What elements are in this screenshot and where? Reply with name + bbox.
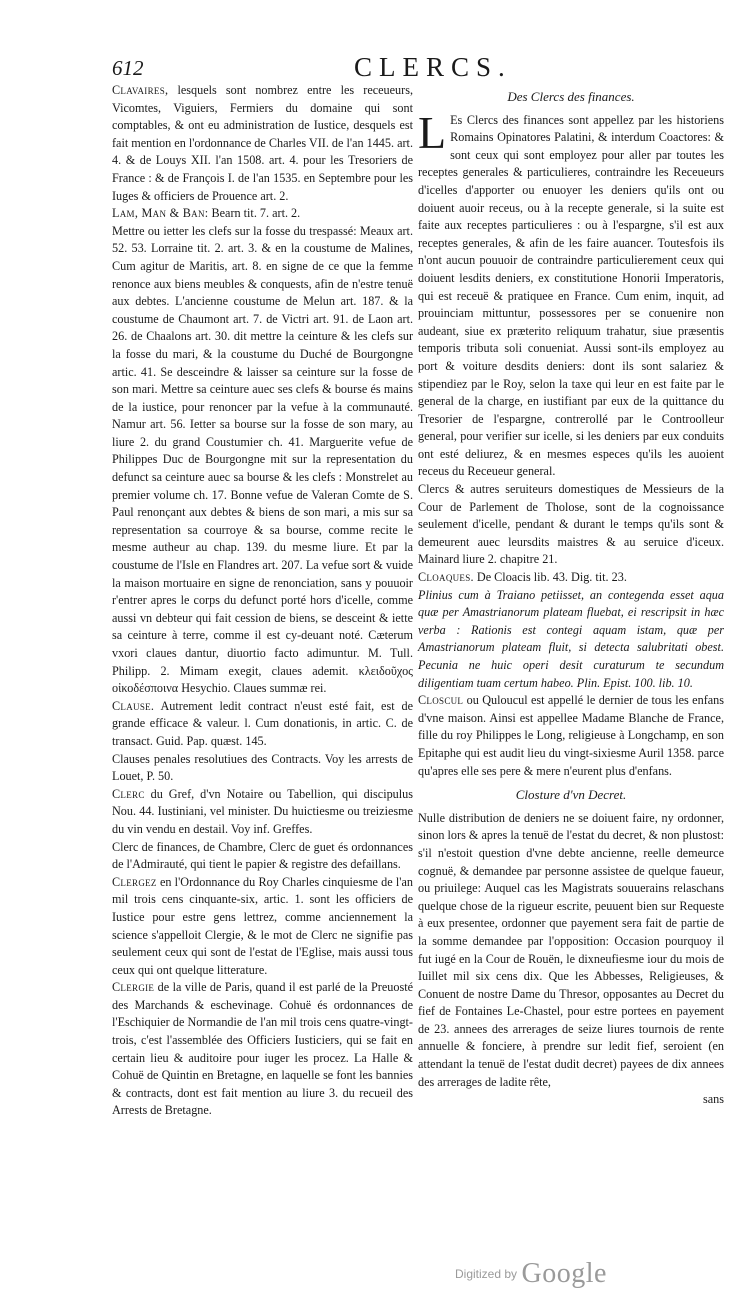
google-logo: Google [521,1258,607,1289]
digitized-by-label: Digitized by [455,1267,518,1281]
page-number: 612 [112,56,144,80]
entry-clergez: Clergez en l'Ordonnance du Roy Charles cinquiesme de l'an mil trois cens cinquante-six, artic. 1. sont les officiers de Iustice pour estre gens lettrez, comme anciennement la science s'appelloit Clergie, & le mot de Clerc ne signifie pas seulement ceux qui sont de l'estat de l'Eglise, mais aussi tous ceux qui ont quelque litterature. [112,874,413,977]
entry-clefs: Mettre ou ietter les clefs sur la fosse du trespassé: Meaux art. 52. 53. Lorraine tit. 2. art. 3. & en la coustume de Malines, Cum agitur de Maritis, art. 8. en signe de ce que la femme renonce aux biens meubles & conquests, afin de n'estre tenuë aux debtes. L'ancienne coustume de Melun art. 187. & la coustume de Chaumont art. 7. de Victri art. 91. de Laon art. 26. de Chaalons art. 30. dit mettre la ceinture & les clefs sur la fosse du mari, & la coustume du Duché de Bourgongne artic. 41. Se desceindre & laisser sa ceinture sur la fosse de son mari. Mettre sa ceinture auec ses clefs & bourse és mains de la iustice, pour renoncer par la vefue à la communauté. Namur art. 56. Ietter sa bourse sur la fosse de son mary, au liure 2. du grand Coustumier ch. 41. Marguerite vefue de Philippes Duc de Bourgongne mit sur la representation du defunct sa ceinture auec sa bourse & les clefs : Monstrelet au premier volume ch. 17. Bonne vefue de Valeran Comte de S. Paul renonçant aux debtes & biens de son mari, a mis sur sa representation sa courroye & sa bourse, comme recite le mesme autheur au chap. 139. du mesme liure. Et par la coustume de l'Isle en Flandres art. 207. La vefue sort & vuide la maison mortuaire en signe de renonciation, sans y pouuoir r'entrer apres le corps du defunct porté hors d'icelle, comme aussi vn debteur qui fait cession de biens, se desceint & iette sa ceinture à terre, comme il est cy-deuant noté. Cæterum vxori claues dantur, diuortio facto adimuntur. M. Tull. Philipp. 2. Mimam exegit, claues ademit. κλειδοῦχος οἰκοδέσποινα Hesychio. Claues summæ rei. [112,223,413,696]
section-title-closture-decret: Closture d'vn Decret. [515,787,627,803]
drop-cap: L [418,106,447,158]
entry-cloaques: Cloaques. De Cloacis lib. 43. Dig. tit. 23. [418,570,627,585]
entry-clause: Clause. Autrement ledit contract n'eust esté fait, est de grande efficace & valeur. l. Cum donationis, in artic. C. de transact. Guid. Pap. quæst. 145. [112,698,413,748]
catchword: sans [703,1092,724,1107]
digitized-by-watermark [455,1258,607,1290]
entry-clerc-finances: Clerc de finances, de Chambre, Clerc de guet és ordonnances de l'Admirauté, qui tient le papier & registre des defaillans. [112,839,413,872]
left-column [112,82,413,1120]
entry-lam-man-ban: Lam, Man & Ban: Bearn tit. 7. art. 2. [112,206,301,221]
clercs-serviteurs-paragraph: Clercs & autres seruiteurs domestiques de Messieurs de la Cour de Parlement de Tholose, sont de la cognoissance seulement d'icelle, pendant & durant le temps qu'ils sont & demeurent auec leursdits maistres & au seruice d'iceux. Mainard liure 2. chapitre 21. [418,482,724,567]
clercs-finances-paragraph: L Es Clercs des finances sont appellez par les historiens Romains Opinatores Palatini, & interdum Coactores: & sont ceux qui sont employez pour aller par toutes les receptes generales & particulieres, contraindre les Receueurs d'icelles d'apporter ou enuoyer les deniers qu'ils ont ou doiuent auoir receus, ou à la recepte generale, si la suite est faite aux receptes particulieres : ou à l'espargne, s'il est aux receptes generales, & afin de les faire auancer. Toutesfois ils n'ont aucun pouuoir de contraindre particulierement ceux qui doiuent lesdits deniers, ex constitutione Honorii Imperatoris, qui est receuë & pratiquee en France. Cum enim, inquit, ad prouinciam mittuntur, possessores per se conuenire non audeant, siue ex præterito reliquum trahatur, siue præsentis temporis tributa soli conueniat. Aussi sont-ils employez au port & voiture desdits deniers: dont ils sont salariez & stipendiez par le Roy, selon la taxe qui leur en est faite par le general de la charge, en iustifiant par eux de la quittance du Tresorier de l'espargne, contrerollé par le Controolleur general, pour verifier sur icelle, si les deniers par eux conduits ont esté deliurez, & en mesmes especes qu'ils les auoient receus du Receueur general. [418,106,724,479]
entry-clergie: Clergie de la ville de Paris, quand il est parlé de la Preuosté des Marchands & eschevinage. Cohuë és ordonnances de l'Eschiquier de Normandie de l'an mil trois cens quatre-vingt-trois, c'est l'assemblée des Officiers Iusticiers, qui se fait en certain lieu & auditoire pour iuger les procez. La Halle & Cohuë de Quintin en Bretagne, en laquelle se font les bannies & contracts, dont est fait mention au liure 3. du recueil des Arrests de Bretagne. [112,980,413,1118]
closture-decret-paragraph: Nulle distribution de deniers ne se doiuent faire, ny ordonner, sinon lors & apres la tenuë de l'estat du decret, & non plustost: s'il n'estoit question d'vne debte ancienne, reelle demeurce cognuë, & demandee par personne assistee de quelque faueur, ou priuilege: Auquel cas les Magistrats souuerains relaschans quelque chose de la rigueur escrite, peuuent bien sur Requeste à eux presentee, ordonner que payement sera fait de partie de la somme demandee par l'opposition: Occasion pourquoy il fut iugé en la Cour de Rouën, le dixneufiesme iour du mois de Iuillet mil six cens dix. Que les Abbesses, Religieuses, & Conuent de nostre Dame du Thresor, opposantes au Decret du fief de Fontaines Le-Chastel, pour estre portees en payement de 23. annees des arrerages de seize liures tournois de rente annuelle & fonciere, à prendre sur ledit fief, seroient (en attendant la tenuë de l'estat dudit decret) payees de dix annees des arrerages de ladite rête, [418,810,724,1089]
entry-clavaires: Clavaires, lesquels sont nombrez entre les receueurs, Vicomtes, Viguiers, Fermiers du domaine qui sont comptables, & ont eu administration de Iustice, desquels est fait mention en l'ordonnance de Charles VII. de l'an 1445. art. 4. & de Louys XII. l'an 1508. art. 4. pour les Tresoriers de France : & de François I. de l'an 1535. en Septembre pour les Iuges & officiers de Prouence art. 2. [112,83,413,203]
cloaques-latin-quote: Plinius cum à Traiano petiisset, an contegenda esset aqua quæ per Amastrianorum plateam fluebat, ei rescripsit in hæc verba : Rationis est contegi aquam istam, quæ per Amastrianorum plateam fluit, si detecta salubritati obest. Pecunia ne huic operi desit curaturum te secundum diligentiam tuam certum habeo. Plin. Epist. 100. lib. 10. [418,587,724,690]
entry-closcul: Closcul ou Quloucul est appellé le dernier de tous les enfans d'vne maison. Ainsi est appellee Madame Blanche de France, fille du roy Philippes le Long, religieuse à Longchamp, en son Epitaphe qui est audit lieu du vingt-sixiesme Auril 1358. parce qu'apres elle ses pere & mere n'eurent plus d'enfans. [418,693,724,778]
entry-clauses-penales: Clauses penales resolutiues des Contracts. Voy les arrests de Louet, P. 50. [112,751,413,784]
section-title-clercs-finances: Des Clercs des finances. [507,89,635,104]
right-column [418,82,724,1109]
running-head: CLERCS. [354,52,512,82]
entry-clerc: Clerc du Gref, d'vn Notaire ou Tabellion, qui discipulus Nou. 44. Iustiniani, vel minister. Du huictiesme ou treiziesme du vin vendu en destail. Voy inf. Greffes. [112,786,413,836]
